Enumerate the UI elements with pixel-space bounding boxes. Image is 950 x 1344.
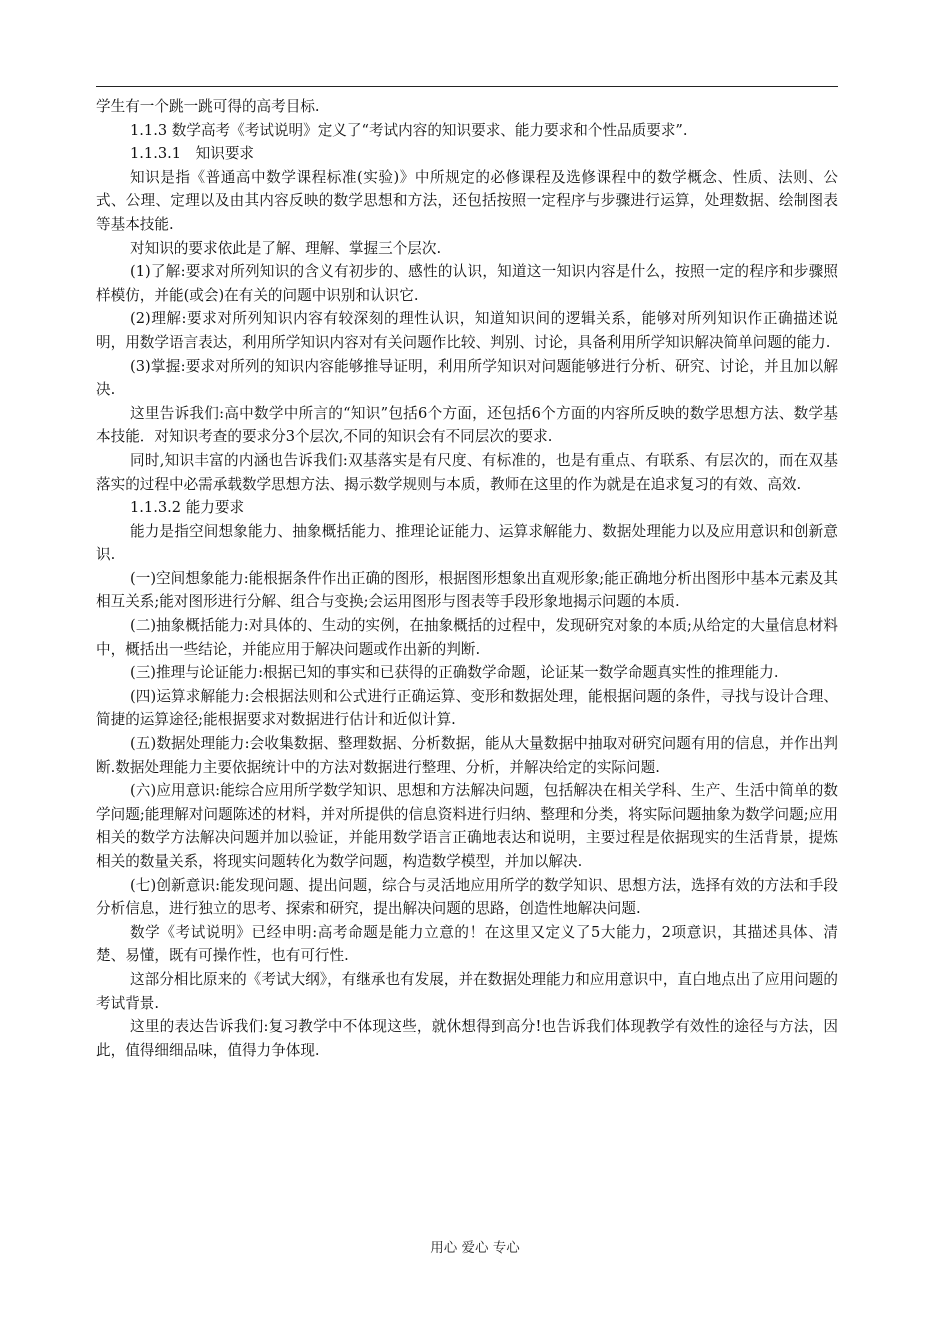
paragraph-ability-def: 能力是指空间想象能力、抽象概括能力、推理论证能力、运算求解能力、数据处理能力以及应用意识和创新意识. [96,522,838,564]
paragraph-compare-syllabus: 这部分相比原来的《考试大纲》，有继承也有发展，并在数据处理能力和应用意识中，直白地点出了应用问题的考试背景. [96,970,838,1012]
paragraph-level-master: (3)掌握:要求对所列的知识内容能够推导证明，利用所学知识对问题能够进行分析、研究、讨论，并且加以解决. [96,357,838,399]
paragraph-intro-tail: 学生有一个跳一跳可得的高考目标. [96,98,320,115]
paragraph-ability-statement: 数学《考试说明》已经申明:高考命题是能力立意的！在这里又定义了5大能力，2项意识，其描述具体、清楚、易懂，既有可操作性，也有可行性. [96,923,838,965]
paragraph-level-understand-know: (1)了解:要求对所列知识的含义有初步的、感性的认识，知道这一知识内容是什么，按照一定的程序和步骤照样模仿，并能(或会)在有关的问题中识别和认识它. [96,263,838,304]
paragraph-conclusion: 这里的表达告诉我们:复习教学中不体现这些，就休想得到高分!也告诉我们体现教学有效性的途径与方法，因此，值得细细品味，值得力争体现. [96,1018,838,1059]
paragraph-ability-abstract: (二)抽象概括能力:对具体的、生动的实例，在抽象概括的过程中，发现研究对象的本质;从给定的大量信息材料中，概括出一些结论，并能应用于解决问题或作出新的判断. [96,617,838,658]
paragraph-knowledge-connotation: 同时,知识丰富的内涵也告诉我们:双基落实是有尺度、有标准的，也是有重点、有联系、有层次的，而在双基落实的过程中必需承载数学思想方法、揭示数学规则与本质，教师在这里的作为就是在追求复习的有效、高效. [96,451,838,493]
paragraph-level-comprehend: (2)理解:要求对所列知识内容有较深刻的理性认识，知道知识间的逻辑关系，能够对所列知识作正确描述说明，用数学语言表达，利用所学知识内容对有关问题作比较、判别、讨论，具备利用所学知识解决简单问题的能力. [96,310,838,351]
page-footer: 用心 爱心 专心 [430,1240,520,1256]
paragraph-ability-reasoning: (三)推理与论证能力:根据已知的事实和已获得的正确数学命题，论证某一数学命题真实性的推理能力. [130,664,779,682]
header-rule [96,86,838,87]
paragraph-ability-computation: (四)运算求解能力:会根据法则和公式进行正确运算、变形和数据处理，能根据问题的条件，寻找与设计合理、简捷的运算途径;能根据要求对数据进行估计和近似计算. [96,687,838,729]
paragraph-ability-data: (五)数据处理能力:会收集数据、整理数据、分析数据，能从大量数据中抽取对研究问题有用的信息，并作出判断.数据处理能力主要依据统计中的方法对数据进行整理、分析，并解决给定的实际问题. [96,735,838,776]
paragraph-ability-innovation: (七)创新意识:能发现问题、提出问题，综合与灵活地应用所学的数学知识、思想方法，选择有效的方法和手段分析信息，进行独立的思考、探索和研究，提出解决问题的思路，创造性地解决问题. [96,876,838,918]
paragraph-knowledge-def: 知识是指《普通高中数学课程标准(实验)》中所规定的必修课程及选修课程中的数学概念、性质、法则、公式、公理、定理以及由其内容反映的数学思想和方法，还包括按照一定程序与步骤进行运算，处理数据、绘制图表等基本技能. [96,168,838,233]
paragraph-ability-application: (六)应用意识:能综合应用所学数学知识、思想和方法解决问题，包括解决在相关学科、生产、生活中简单的数学问题;能理解对问题陈述的材料，并对所提供的信息资料进行归纳、整理和分类，将实际问题抽象为数学问题;应用相关的数学方法解决问题并加以验证，并能用数学语言正确地表达和说明，主要过程是依据现实的生活背景，提炼相关的数量关系，将现实问题转化为数学问题，构造数学模型，并加以解决. [96,782,838,870]
paragraph-knowledge-summary: 这里告诉我们:高中数学中所言的“知识”包括6个方面，还包括6个方面的内容所反映的数学思想方法、数学基本技能．对知识考查的要求分3个层次,不同的知识会有不同层次的要求. [96,404,838,446]
paragraph-heading-1-1-3: 1.1.3 数学高考《考试说明》定义了“考试内容的知识要求、能力要求和个性品质要求”. [130,121,688,139]
paragraph-knowledge-levels: 对知识的要求依此是了解、理解、掌握三个层次. [130,239,442,257]
paragraph-heading-1-1-3-2: 1.1.3.2 能力要求 [130,499,245,517]
paragraph-ability-spatial: (一)空间想象能力:能根据条件作出正确的图形，根据图形想象出直观形象;能正确地分析出图形中基本元素及其相互关系;能对图形进行分解、组合与变换;会运用图形与图表等手段形象地揭示问题的本质. [96,569,838,611]
paragraph-heading-1-1-3-1: 1.1.3.1 知识要求 [130,145,255,163]
document-body [96,95,838,1062]
